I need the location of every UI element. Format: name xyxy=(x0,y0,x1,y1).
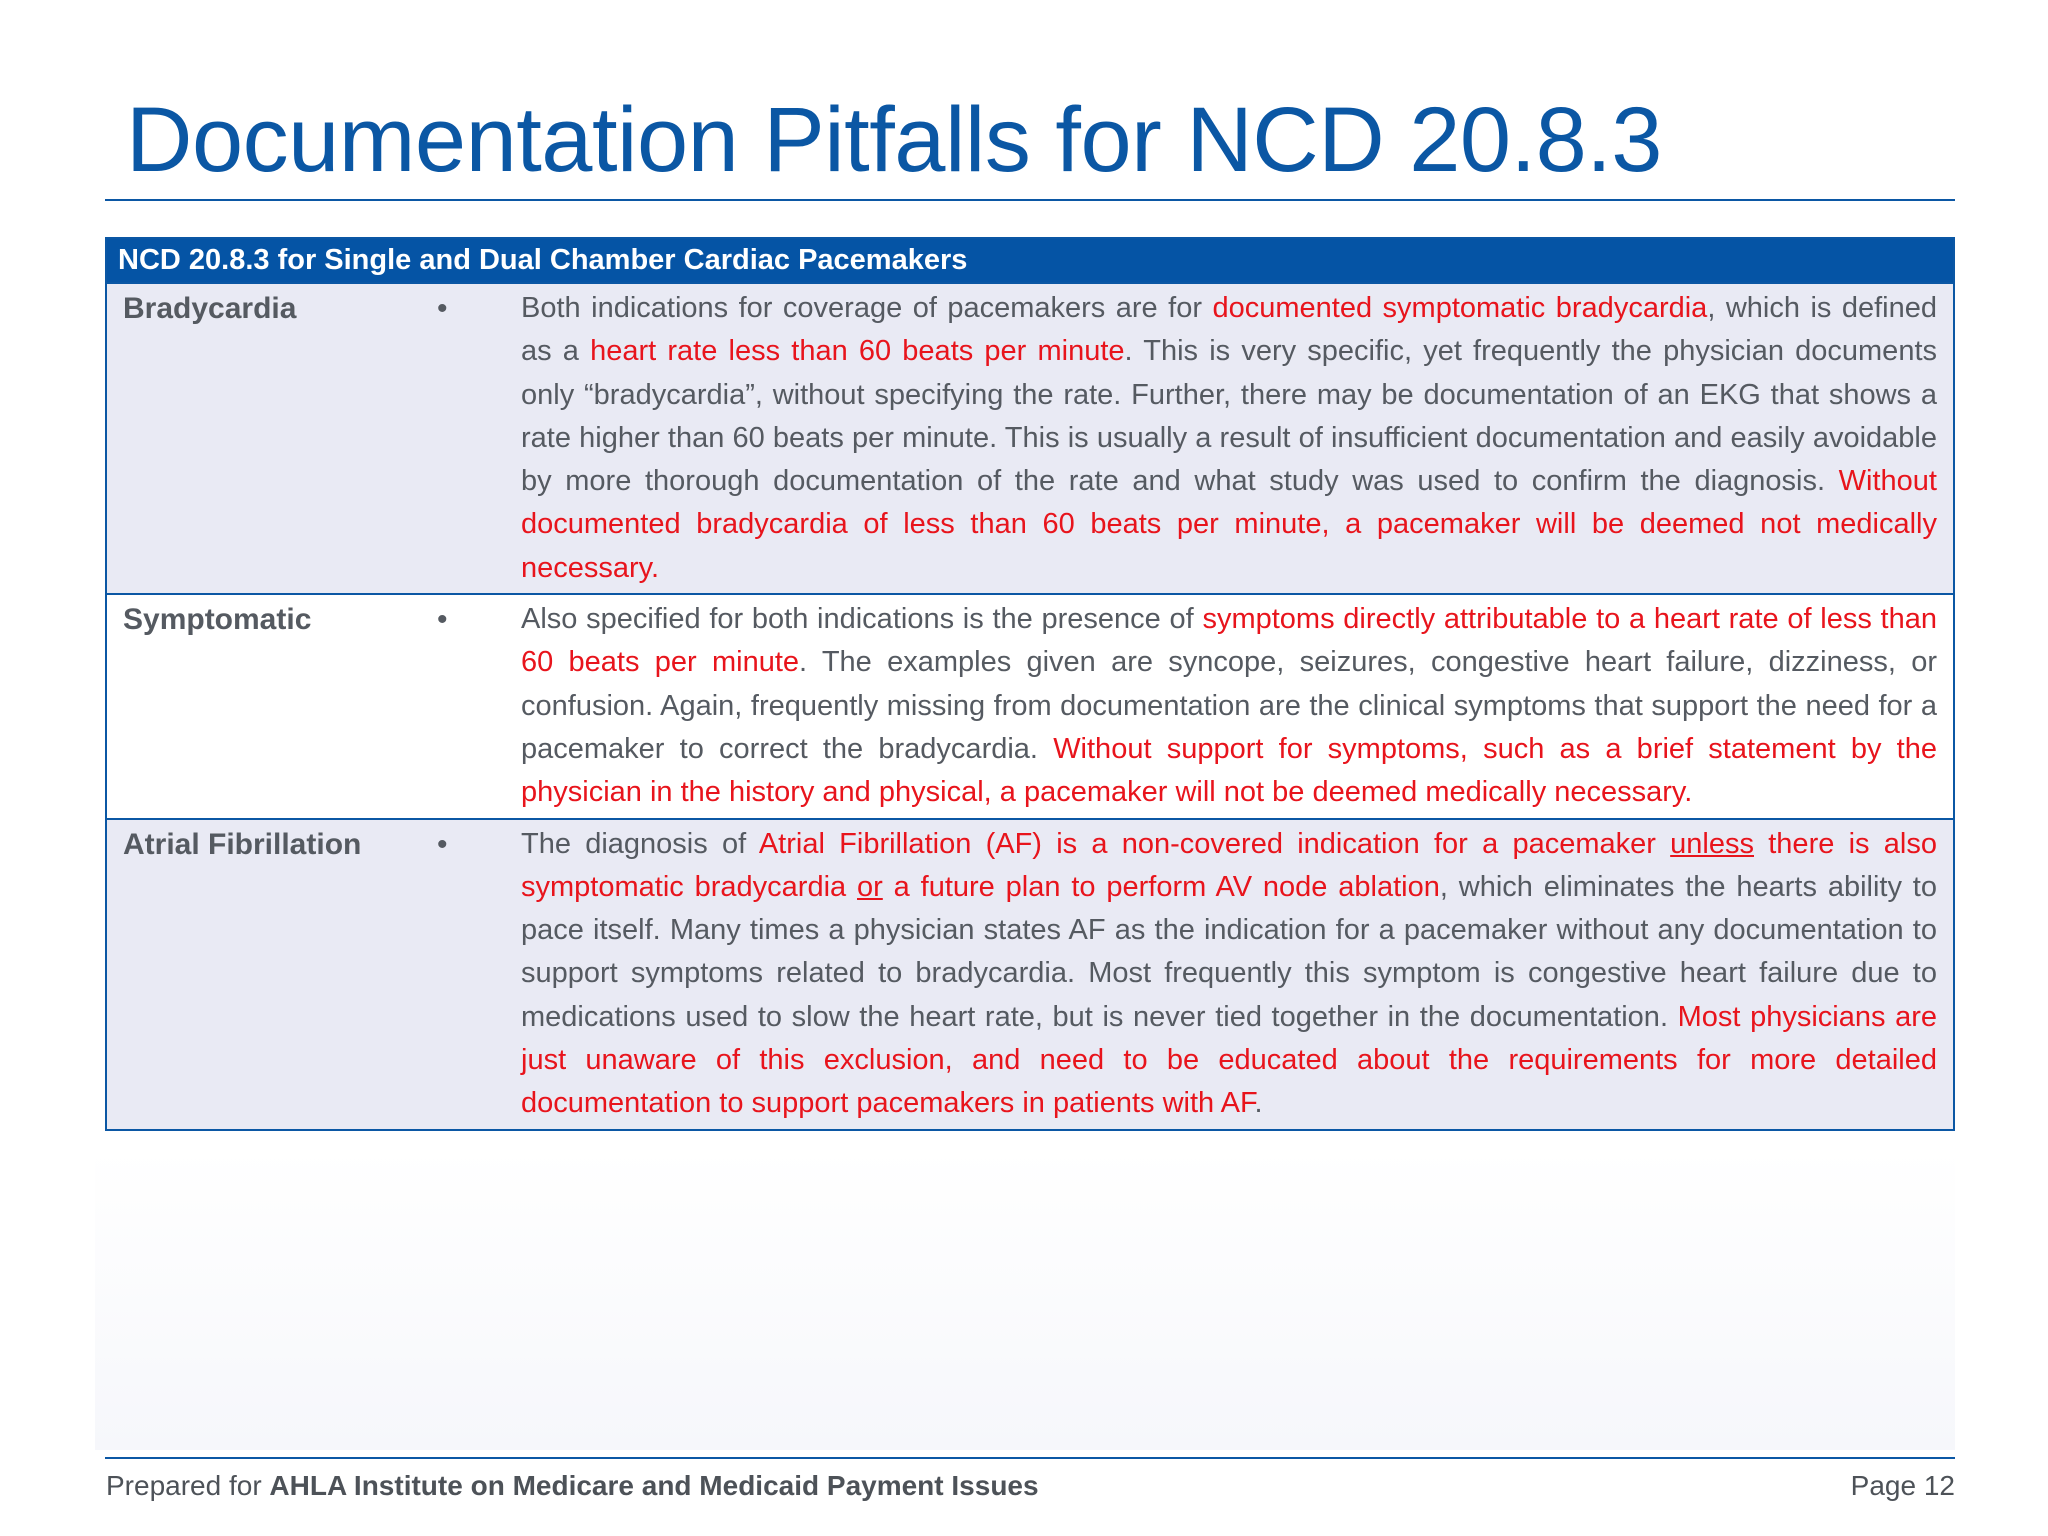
bullet-icon: • xyxy=(437,292,448,325)
text-segment: Also specified for both indications is the presence of xyxy=(521,603,1203,636)
row-description xyxy=(521,595,1937,817)
text-segment: a future plan to perform AV node ablation xyxy=(882,870,1440,903)
pitfalls-table xyxy=(105,237,1955,1131)
row-label: Symptomatic xyxy=(123,603,312,637)
text-segment: Without support for symptoms, such as a brief statement by the physician in the history and physical, a pacemaker will not be deemed medically necessary. xyxy=(521,732,1937,809)
row-label: Bradycardia xyxy=(123,292,297,325)
text-segment: heart rate less than 60 beats per minute xyxy=(590,335,1125,368)
table-header: NCD 20.8.3 for Single and Dual Chamber Cardiac Pacemakers xyxy=(107,239,1953,282)
text-segment: , which is defined as a xyxy=(521,292,1937,368)
footer-organization: AHLA Institute on Medicare and Medicaid Payment Issues xyxy=(269,1470,1039,1501)
title-divider xyxy=(105,199,1955,201)
text-segment: , which eliminates the hearts ability to pace itself. Many times a physician states AF as the indication for a pacemaker without any documentation to support symptoms related to bradycardia. Most frequently this symptom is congestive heart failure due to medications used to slow the heart rate, but is never tied together in the documentation. xyxy=(521,870,1937,1033)
text-segment: symptoms directly attributable to a heart rate of less than 60 beats per minute xyxy=(521,603,1937,679)
footer-prepared-for xyxy=(106,1470,1039,1502)
text-segment: The diagnosis of xyxy=(521,827,759,860)
row-description xyxy=(521,284,1937,593)
text-segment: unless xyxy=(1670,827,1754,860)
bullet-icon: • xyxy=(437,827,448,861)
page-number: Page 12 xyxy=(1850,1470,1955,1501)
table-row-bradycardia xyxy=(107,282,1953,593)
text-segment: or xyxy=(857,870,883,903)
row-label: Atrial Fibrillation xyxy=(123,827,362,861)
table-row-symptomatic xyxy=(107,593,1953,817)
row-description xyxy=(521,820,1937,1129)
text-segment: Without documented bradycardia of less than 60 beats per minute, a pacemaker will be deemed not medically necessary. xyxy=(521,465,1937,584)
text-segment: there is also symptomatic bradycardia xyxy=(521,827,1937,903)
text-segment: documented symptomatic bradycardia xyxy=(1212,292,1708,324)
text-segment: Both indications for coverage of pacemakers are for xyxy=(521,292,1213,324)
page-title: Documentation Pitfalls for NCD 20.8.3 xyxy=(126,89,1662,191)
footer-prefix: Prepared for xyxy=(106,1470,270,1501)
footer-divider xyxy=(105,1457,1955,1459)
text-segment: . The examples given are syncope, seizures, congestive heart failure, dizziness, or confusion. Again, frequently missing from documentation are the clinical symptoms that support the need for a pacemaker to correct the bradycardia. xyxy=(521,646,1938,765)
text-segment: . This is very specific, yet frequently the physician documents only “bradycardia”, without specifying the rate. Further, there may be documentation of an EKG that shows a rate higher than 60 beats per minute. This is usually a result of insufficient documentation and easily avoidable by more thorough documentation of the rate and what study was used to confirm the diagnosis. xyxy=(521,335,1938,498)
text-segment: Most physicians are just unaware of this exclusion, and need to be educated about the requirements for more detailed documentation to support pacemakers in patients with AF xyxy=(521,1000,1937,1120)
text-segment: Atrial Fibrillation (AF) is a non-covered indication for a pacemaker xyxy=(758,827,1671,860)
table-row-atrial-fibrillation xyxy=(107,818,1953,1129)
page-background-fade xyxy=(95,1150,1955,1450)
text-segment: . xyxy=(1254,1087,1263,1120)
bullet-icon: • xyxy=(437,603,448,637)
